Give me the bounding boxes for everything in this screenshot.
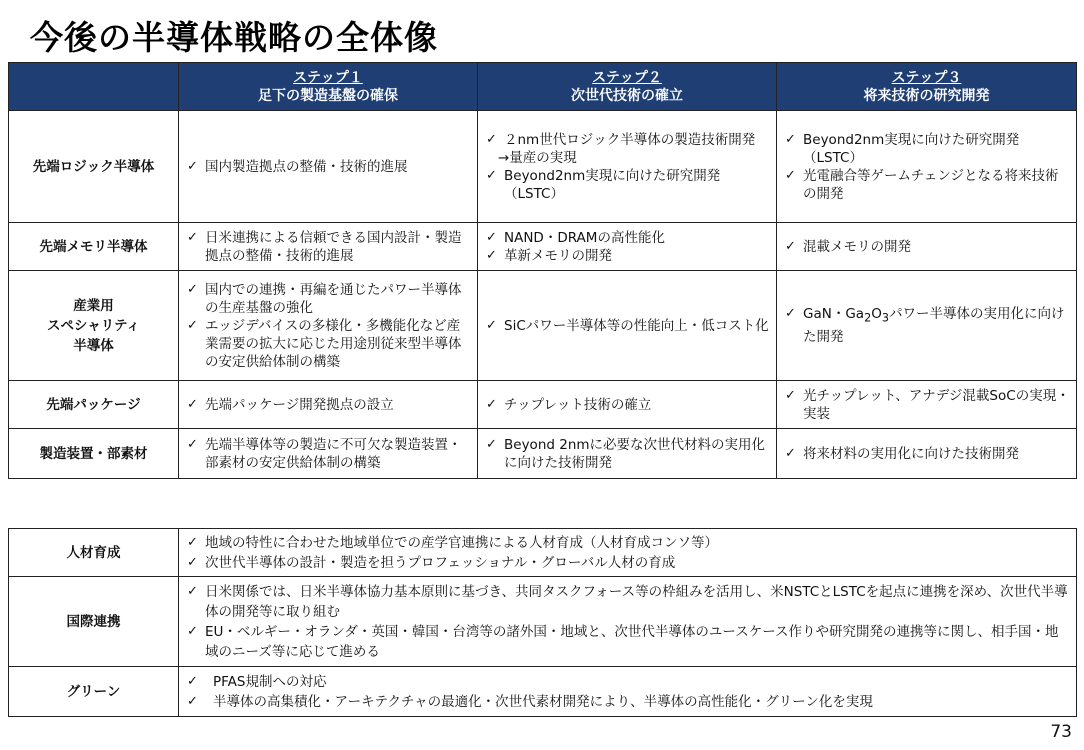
list-item: ✓ 光電融合等ゲームチェンジとなる将来技術の開発 — [785, 167, 1070, 203]
cell-green — [179, 667, 1077, 717]
list-item: ✓ 半導体の高集積化・アーキテクチャの最適化・次世代素材開発により、半導体の高性能化・グリーン化を実現 — [187, 692, 1070, 712]
cell-logic-step2 — [478, 111, 777, 223]
list-item: ✓ 国内での連携・再編を通じたパワー半導体の生産基盤の強化 — [187, 281, 471, 317]
step-3-header — [777, 63, 1077, 111]
step-2-header — [478, 63, 777, 111]
cell-talent — [179, 529, 1077, 577]
cell-international — [179, 577, 1077, 667]
list-item: ✓ 先端パッケージ開発拠点の設立 — [187, 396, 471, 414]
list-item: ✓ 国内製造拠点の整備・技術的進展 — [187, 158, 471, 176]
list-item: ✓ 地域の特性に合わせた地域単位での産学官連携による人材育成（人材育成コンソ等） — [187, 533, 1070, 553]
list-item: ✓ 光チップレット、アナデジ混載SoCの実現・実装 — [785, 387, 1070, 423]
page-title: 今後の半導体戦略の全体像 — [30, 18, 438, 57]
step-2-number: ステップ２ — [592, 69, 662, 86]
cell-specialty-step3 — [777, 271, 1077, 381]
list-item: ✓ Beyond 2nmに必要な次世代材料の実用化に向けた技術開発 — [486, 436, 770, 472]
list-item: ✓ 革新メモリの開発 — [486, 247, 770, 265]
row-label-talent: 人材育成 — [9, 529, 179, 577]
cell-memory-step2 — [478, 223, 777, 271]
table-row — [9, 429, 1077, 479]
list-item: ✓ Beyond2nm実現に向けた研究開発（LSTC） — [785, 131, 1070, 167]
list-item: ✓ Beyond2nm実現に向けた研究開発（LSTC） — [486, 167, 770, 203]
step-1-name: 足下の製造基盤の確保 — [258, 87, 398, 104]
cell-package-step1 — [179, 381, 478, 429]
list-item: ✓ 将来材料の実用化に向けた技術開発 — [785, 445, 1070, 463]
list-item: ✓ GaN・$Ga_2O_3$パワー半導体の実用化に向けた開発 — [785, 305, 1070, 346]
cell-logic-step3 — [777, 111, 1077, 223]
table-row — [9, 381, 1077, 429]
list-item: ✓ チップレット技術の確立 — [486, 396, 770, 414]
step-1-number: ステップ１ — [293, 69, 363, 86]
row-label-green: グリーン — [9, 667, 179, 717]
cell-equipment-step1 — [179, 429, 478, 479]
cell-equipment-step2 — [478, 429, 777, 479]
list-item: ✓ PFAS規制への対応 — [187, 672, 1070, 692]
row-label-international: 国際連携 — [9, 577, 179, 667]
list-item: ✓ SiCパワー半導体等の性能向上・低コスト化 — [486, 317, 770, 335]
row-label-specialty: 産業用 スペシャリティ 半導体 — [9, 271, 179, 381]
list-subitem: →量産の実現 — [498, 149, 577, 166]
table-row — [9, 577, 1077, 667]
row-label-package: 先端パッケージ — [9, 381, 179, 429]
row-label-equipment: 製造装置・部素材 — [9, 429, 179, 479]
cell-logic-step1 — [179, 111, 478, 223]
list-item: ✓ 混載メモリの開発 — [785, 238, 1070, 256]
step-3-number: ステップ３ — [891, 69, 962, 86]
header-corner — [9, 63, 179, 111]
table-header-row — [9, 63, 1077, 111]
step-2-name: 次世代技術の確立 — [571, 87, 683, 104]
cell-specialty-step1 — [179, 271, 478, 381]
cell-memory-step3 — [777, 223, 1077, 271]
table-row — [9, 529, 1077, 577]
cell-specialty-step2 — [478, 271, 777, 381]
step-1-header — [179, 63, 478, 111]
cell-equipment-step3 — [777, 429, 1077, 479]
cell-memory-step1 — [179, 223, 478, 271]
strategy-table — [8, 62, 1077, 479]
step-3-name: 将来技術の研究開発 — [863, 87, 990, 104]
list-item: ✓ NAND・DRAMの高性能化 — [486, 229, 770, 247]
list-item: ✓ EU・ベルギー・オランダ・英国・韓国・台湾等の諸外国・地域と、次世代半導体のユースケース作りや研究開発の連携等に関し、相手国・地域のニーズ等に応じて進める — [187, 622, 1070, 662]
table-row — [9, 223, 1077, 271]
row-label-logic: 先端ロジック半導体 — [9, 111, 179, 223]
table-row — [9, 111, 1077, 223]
list-item: ✓ 日米関係では、日米半導体協力基本原則に基づき、共同タスクフォース等の枠組みを活用し、米NSTCとLSTCを起点に連携を深め、次世代半導体の開発等に取り組む — [187, 582, 1070, 622]
list-item: ✓ 先端半導体等の製造に不可欠な製造装置・部素材の安定供給体制の構築 — [187, 436, 471, 472]
list-item: ✓ ２nm世代ロジック半導体の製造技術開発 →量産の実現 — [486, 131, 770, 167]
list-item: ✓ 日米連携による信頼できる国内設計・製造拠点の整備・技術的進展 — [187, 229, 471, 265]
row-label-memory: 先端メモリ半導体 — [9, 223, 179, 271]
cell-package-step3 — [777, 381, 1077, 429]
list-item: ✓ エッジデバイスの多様化・多機能化など産業需要の拡大に応じた用途別従来型半導体の安定供給体制の構築 — [187, 317, 471, 371]
cell-package-step2 — [478, 381, 777, 429]
table-row — [9, 667, 1077, 717]
crosscutting-table — [8, 528, 1077, 717]
page-number: 73 — [1050, 722, 1072, 742]
table-row — [9, 271, 1077, 381]
list-item: ✓ 次世代半導体の設計・製造を担うプロフェッショナル・グローバル人材の育成 — [187, 553, 1070, 573]
